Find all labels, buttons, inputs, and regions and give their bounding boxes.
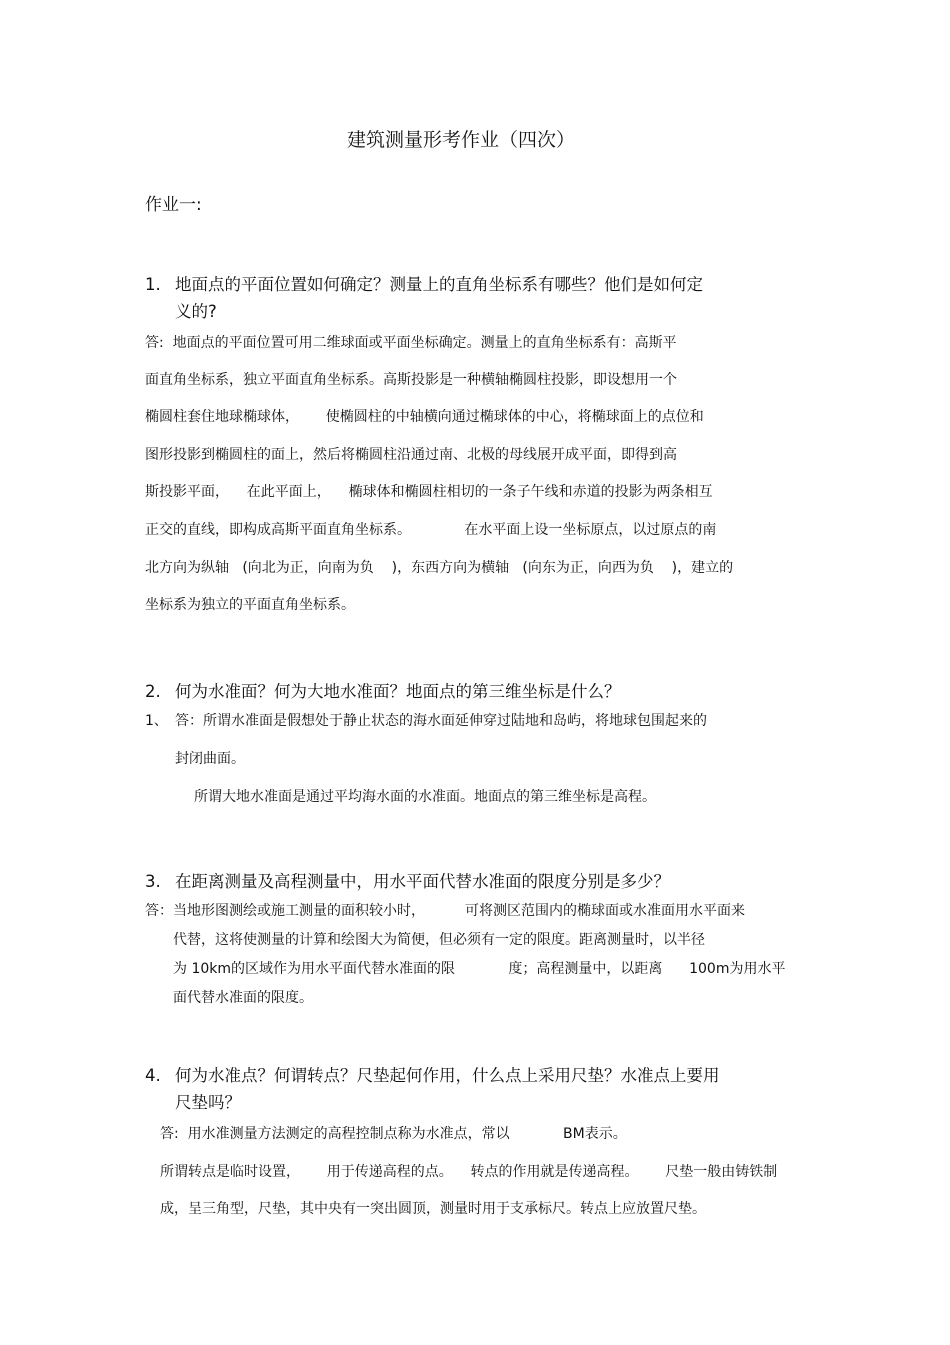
answer-line: 面代替水准面的限度。 bbox=[173, 990, 313, 1006]
question-text-line: 在距离测量及高程测量中，用水平面代替水准面的限度分别是多少？ bbox=[175, 872, 670, 891]
answer-line: 封闭曲面。 bbox=[175, 751, 245, 767]
document-title: 建筑测量形考作业（四次） bbox=[347, 129, 576, 151]
answer-line: 答: 用水准测量方法测定的高程控制点称为水准点，常以 BM表示。 bbox=[160, 1126, 627, 1142]
answer-line: 正交的直线，即构成高斯平面直角坐标系。 在水平面上设一坐标原点，以过原点的南 bbox=[145, 522, 717, 538]
answer-line: 所谓大地水准面是通过平均海水面的水准面。地面点的第三维坐标是高程。 bbox=[194, 789, 656, 805]
answer-line: 椭圆柱套住地球椭球体， 使椭圆柱的中轴横向通过椭球体的中心，将椭球面上的点位和 bbox=[145, 409, 704, 425]
question-number: 2. bbox=[145, 682, 161, 701]
answer-line: 答: 地面点的平面位置可用二维球面或平面坐标确定。测量上的直角坐标系有：高斯平 bbox=[145, 335, 677, 351]
question-text-line: 何为水准面？何为大地水准面？地面点的第三维坐标是什么？ bbox=[175, 682, 621, 701]
answer-line: 图形投影到椭圆柱的面上，然后将椭圆柱沿通过南、北极的母线展开成平面，即得到高 bbox=[145, 447, 677, 463]
question-text-line: 何为水准点？何谓转点？尺垫起何作用，什么点上采用尺垫？水准点上要用 bbox=[175, 1066, 720, 1085]
question-number: 3. bbox=[145, 872, 161, 891]
answer-line: 代替，这将使测量的计算和绘图大为简便，但必须有一定的限度。距离测量时，以半径 bbox=[173, 932, 705, 948]
answer-line: 斯投影平面， 在此平面上， 椭球体和椭圆柱相切的一条子午线和赤道的投影为两条相互 bbox=[145, 484, 713, 500]
answer-line: 面直角坐标系，独立平面直角坐标系。高斯投影是一种横轴椭圆柱投影，即设想用一个 bbox=[145, 372, 677, 388]
question-number: 1. bbox=[145, 275, 161, 294]
answer-line: 答：所谓水准面是假想处于静止状态的海水面延伸穿过陆地和岛屿，将地球包围起来的 bbox=[175, 713, 707, 729]
answer-line: 所谓转点是临时设置， 用于传递高程的点。 转点的作用就是传递高程。 尺垫一般由铸铁制 bbox=[160, 1164, 778, 1180]
answer-number: 1、 bbox=[145, 713, 168, 729]
question-number: 4. bbox=[145, 1066, 161, 1085]
answer-line: 成，呈三角型，尺垫，其中央有一突出圆顶，测量时用于支承标尺。转点上应放置尺垫。 bbox=[160, 1201, 706, 1217]
answer-line: 坐标系为独立的平面直角坐标系。 bbox=[145, 597, 355, 613]
answer-line: 为 10km的区域作为用水平面代替水准面的限 度；高程测量中，以距离 100m为用水平 bbox=[173, 961, 786, 977]
section-heading: 作业一: bbox=[145, 195, 202, 215]
question-text-line: 地面点的平面位置如何确定？测量上的直角坐标系有哪些？他们是如何定 bbox=[175, 275, 703, 294]
answer-line: 北方向为纵轴 (向北为正，向南为负 )，东西方向为横轴 (向东为正，向西为负 )，建立的 bbox=[145, 560, 734, 576]
question-text-line: 尺垫吗？ bbox=[175, 1093, 241, 1112]
answer-line: 答：当地形图测绘或施工测量的面积较小时， 可将测区范围内的椭球面或水准面用水平面来 bbox=[145, 903, 746, 919]
question-text-line: 义的? bbox=[175, 302, 217, 321]
